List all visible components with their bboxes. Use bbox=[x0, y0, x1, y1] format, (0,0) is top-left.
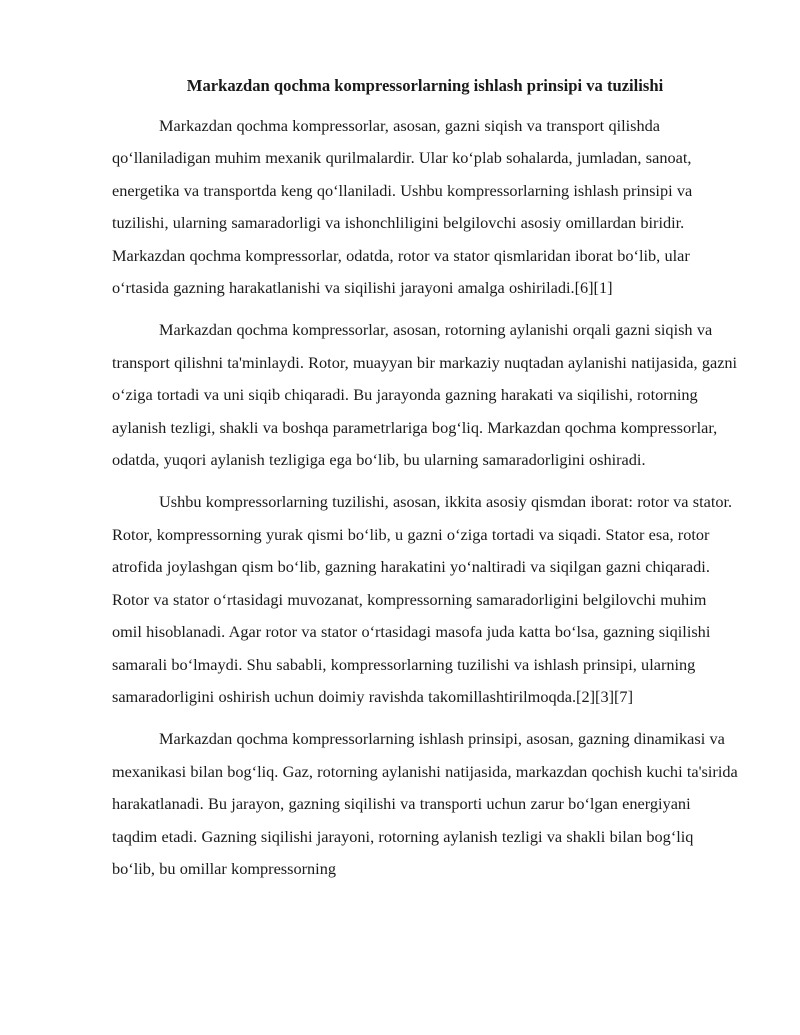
paragraph-4: Markazdan qochma kompressorlarning ishlash prinsipi, asosan, gazning dinamikasi va mexanikasi bilan bog‘liq. Gaz, rotorning aylanishi natijasida, markazdan qochish kuchi ta'sirida harakatlanadi. Bu jarayon, gazning siqilishi va transporti uchun zarur bo‘lgan energiyani taqdim etadi. Gazning siqilishi jarayoni, rotorning aylanish tezligi va shakli bilan bog‘liq bo‘lib, bu omillar kompressorning bbox=[112, 729, 738, 878]
paragraph-1: Markazdan qochma kompressorlar, asosan, gazni siqish va transport qilishda qo‘llaniladigan muhim mexanik qurilmalardir. Ular ko‘plab sohalarda, jumladan, sanoat, energetika va transportda keng qo‘llaniladi. Ushbu kompressorlarning ishlash prinsipi va tuzilishi, ularning samaradorligi va ishonchliligini belgilovchi asosiy omillardan biridir. Markazdan qochma kompressorlar, odatda, rotor va stator qismlaridan iborat bo‘lib, ular o‘rtasida gazning harakatlanishi va siqilishi jarayoni amalga oshiriladi.[6][1] bbox=[112, 116, 693, 298]
document-title: Markazdan qochma kompressorlarning ishlash prinsipi va tuzilishi bbox=[186, 76, 664, 95]
paragraph-3: Ushbu kompressorlarning tuzilishi, asosan, ikkita asosiy qismdan iborat: rotor va stator. Rotor, kompressorning yurak qismi bo‘lib, u gazni o‘ziga tortadi va siqadi. Stator esa, rotor atrofida joylashgan qism bo‘lib, gazning harakatini yo‘naltiradi va siqilgan gazni chiqaradi. Rotor va stator o‘rtasidagi muvozanat, kompressorning samaradorligini belgilovchi muhim omil hisoblanadi. Agar rotor va stator o‘rtasidagi masofa juda katta bo‘lsa, gazning siqilishi samarali bo‘lmaydi. Shu sababli, kompressorlarning tuzilishi va ishlash prinsipi, ularning samaradorligini oshirish uchun doimiy ravishda takomillashtirilmoqda.[2][3][7] bbox=[112, 492, 733, 706]
paragraph-2: Markazdan qochma kompressorlar, asosan, rotorning aylanishi orqali gazni siqish va transport qilishni ta'minlaydi. Rotor, muayyan bir markaziy nuqtadan aylanishi natijasida, gazni o‘ziga tortadi va uni siqib chiqaradi. Bu jarayonda gazning harakati va siqilishi, rotorning aylanish tezligi, shakli va boshqa parametrlariga bog‘liq. Markazdan qochma kompressorlar, odatda, yuqori aylanish tezligiga ega bo‘lib, bu ularning samaradorligini oshiradi. bbox=[112, 320, 738, 470]
